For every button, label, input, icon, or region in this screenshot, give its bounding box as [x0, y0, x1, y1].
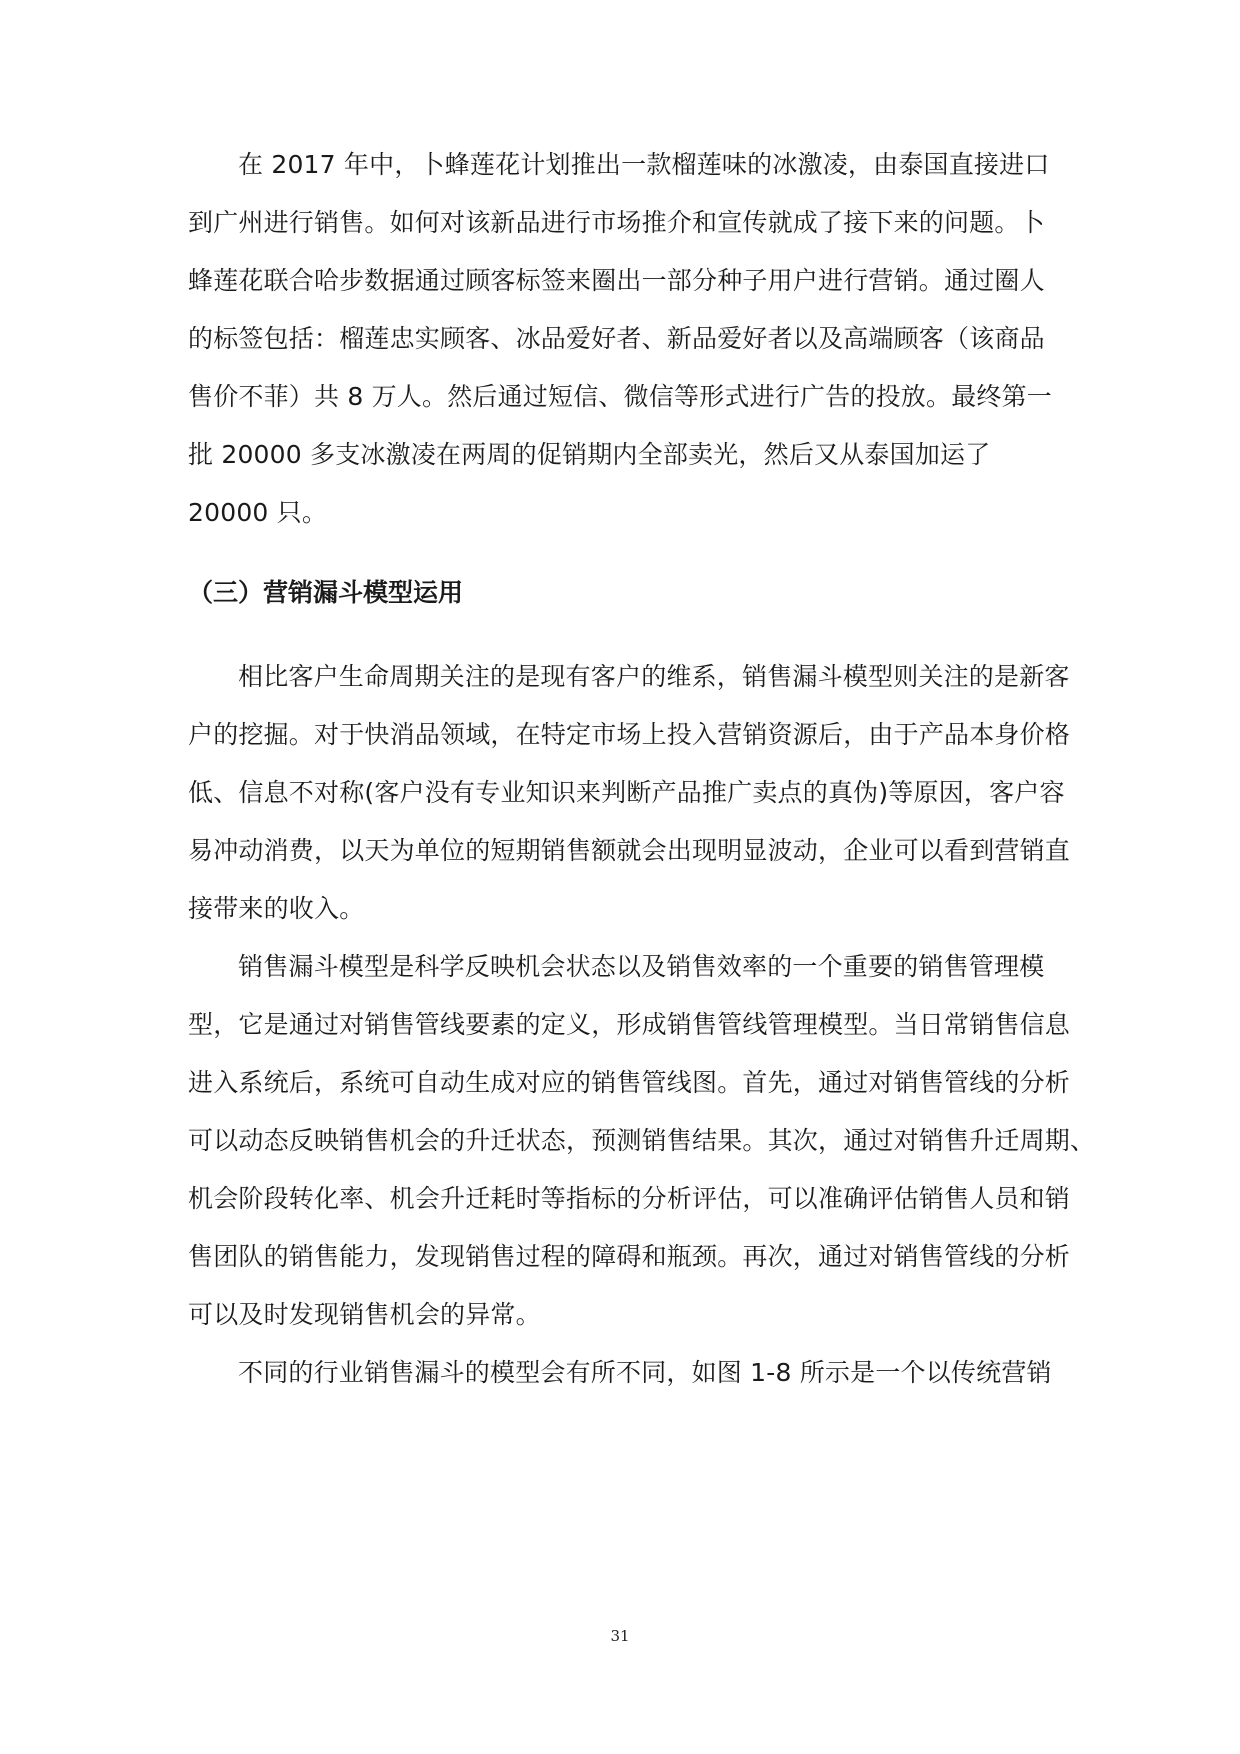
paragraph-3-line-1: 销售漏斗模型是科学反映机会状态以及销售效率的一个重要的销售管理模: [238, 952, 1045, 981]
paragraph-2-line-5: 接带来的收入。: [188, 894, 365, 923]
paragraph-2-line-1: 相比客户生命周期关注的是现有客户的维系，销售漏斗模型则关注的是新客: [238, 662, 1070, 691]
section-heading: （三）营销漏斗模型运用: [188, 578, 464, 607]
paragraph-3-line-2: 型，它是通过对销售管线要素的定义，形成销售管线管理模型。当日常销售信息: [188, 1010, 1071, 1039]
paragraph-1-line-2: 到广州进行销售。如何对该新品进行市场推介和宣传就成了接下来的问题。卜: [188, 208, 1045, 237]
paragraph-1-line-5: 售价不菲）共 8 万人。然后通过短信、微信等形式进行广告的投放。最终第一: [188, 382, 1053, 411]
paragraph-1-line-1: 在 2017 年中，卜蜂莲花计划推出一款榴莲味的冰激凌，由泰国直接进口: [238, 150, 1050, 179]
paragraph-2-line-4: 易冲动消费，以天为单位的短期销售额就会出现明显波动，企业可以看到营销直: [188, 836, 1071, 865]
page-number: 31: [610, 1627, 630, 1645]
paragraph-3-line-5: 机会阶段转化率、机会升迁耗时等指标的分析评估，可以准确评估销售人员和销: [188, 1184, 1071, 1213]
paragraph-1-line-6: 批 20000 多支冰激凌在两周的促销期内全部卖光，然后又从泰国加运了: [188, 440, 991, 469]
paragraph-2-line-2: 户的挖掘。对于快消品领域，在特定市场上投入营销资源后，由于产品本身价格: [188, 720, 1071, 749]
paragraph-3-line-4: 可以动态反映销售机会的升迁状态，预测销售结果。其次，通过对销售升迁周期、: [188, 1126, 1096, 1155]
paragraph-3-line-3: 进入系统后，系统可自动生成对应的销售管线图。首先，通过对销售管线的分析: [188, 1068, 1071, 1097]
paragraph-1-line-7: 20000 只。: [188, 498, 328, 527]
paragraph-4-line-1: 不同的行业销售漏斗的模型会有所不同，如图 1-8 所示是一个以传统营销: [238, 1358, 1052, 1387]
paragraph-2-line-3: 低、信息不对称(客户没有专业知识来判断产品推广卖点的真伪)等原因，客户容: [188, 778, 1065, 807]
paragraph-3-line-6: 售团队的销售能力，发现销售过程的障碍和瓶颈。再次，通过对销售管线的分析: [188, 1242, 1071, 1271]
paragraph-1-line-3: 蜂莲花联合哈步数据通过顾客标签来圈出一部分种子用户进行营销。通过圈人: [188, 266, 1045, 295]
paragraph-1-line-4: 的标签包括：榴莲忠实顾客、冰品爱好者、新品爱好者以及高端顾客（该商品: [188, 324, 1045, 353]
paragraph-3-line-7: 可以及时发现销售机会的异常。: [188, 1300, 541, 1329]
